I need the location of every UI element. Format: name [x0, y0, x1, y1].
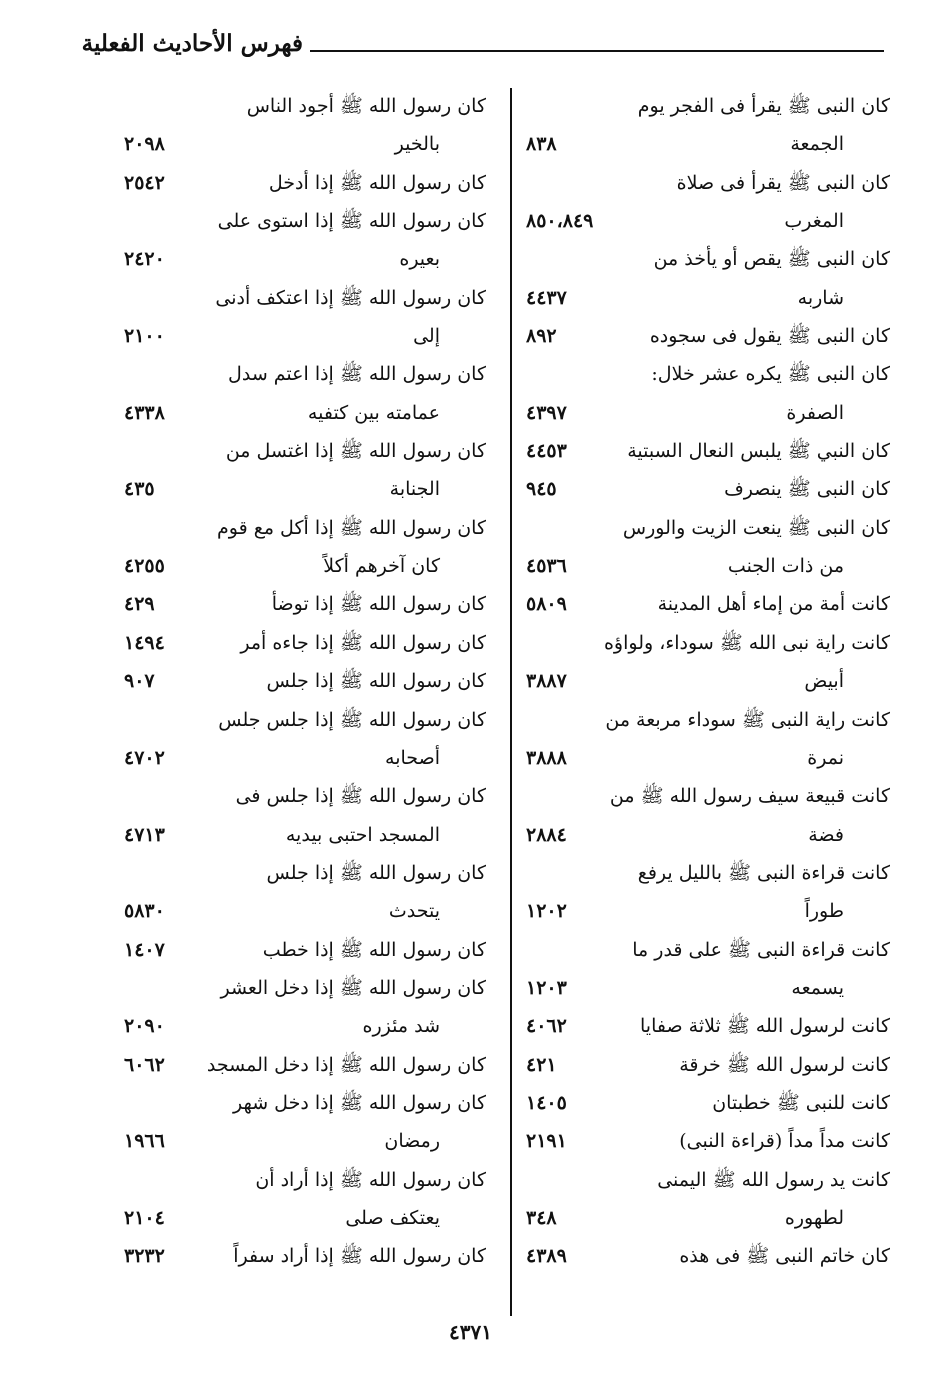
- hadith-number: ٢١٠٤: [124, 1206, 165, 1229]
- entry-text: كان رسول الله ﷺ أجود الناس: [246, 95, 486, 117]
- index-entry-line: [118, 1046, 486, 1084]
- entry-text: أبيض: [804, 670, 844, 693]
- entry-text: كان رسول الله ﷺ إذا جلس فى: [235, 785, 486, 808]
- entry-text: كان رسول الله ﷺ إذا جلس: [266, 670, 486, 693]
- entry-text: كان رسول الله ﷺ إذا دخل العشر: [220, 976, 486, 999]
- index-entry-line: [520, 1084, 890, 1122]
- index-entry-line: [118, 1237, 486, 1275]
- hadith-number: ٤٤٥٣: [526, 440, 567, 463]
- entry-text: كان رسول الله ﷺ إذا توضأ: [271, 593, 486, 616]
- entry-text: يسمعه: [791, 976, 844, 999]
- index-entry-line: [520, 509, 890, 547]
- index-entry-line: [520, 240, 890, 278]
- entry-text: عمامته بين كتفيه: [307, 401, 440, 424]
- hadith-number: ٤٢٥٥: [124, 555, 165, 578]
- entry-text: كان رسول الله ﷺ إذا اعتكف أدنى: [215, 286, 486, 309]
- index-entry-line: [520, 470, 890, 508]
- index-entry-line: [118, 585, 486, 623]
- entry-text: كان رسول الله ﷺ إذا دخل شهر: [232, 1091, 486, 1114]
- index-entry-line: [520, 1161, 890, 1199]
- hadith-number: ٢١٠٠: [124, 325, 165, 348]
- entry-text: كانت مداً مداً (قراءة النبى): [679, 1130, 890, 1153]
- entry-text: كانت راية النبى ﷺ سوداء مربعة من: [605, 708, 890, 731]
- index-entry-line: [520, 355, 890, 393]
- hadith-number: ١٤٠٥: [526, 1091, 567, 1114]
- entry-text: فضة: [808, 823, 844, 846]
- index-entry-line: [520, 125, 890, 163]
- hadith-number: ٤٣٨٩: [526, 1245, 567, 1268]
- index-entry-line: [520, 624, 890, 662]
- entry-text: الجمعة: [790, 133, 844, 156]
- index-entry-line: [118, 317, 486, 355]
- hadith-number: ٤٧٠٢: [124, 746, 165, 769]
- page-number: ٤٣٧١: [449, 1320, 492, 1344]
- entry-text: كانت قراءة النبى ﷺ على قدر ما: [632, 938, 890, 961]
- index-entry-line: [520, 969, 890, 1007]
- index-entry-line: [520, 1237, 890, 1275]
- index-entry-line: [520, 892, 890, 930]
- index-entry-line: [118, 1007, 486, 1045]
- hadith-number: ٤٣٥: [124, 478, 155, 501]
- hadith-number: ٨٥٠،٨٤٩: [526, 210, 594, 233]
- index-entry-line: [118, 892, 486, 930]
- right-column: [520, 87, 890, 1276]
- hadith-number: ٢٤٢٠: [124, 248, 165, 271]
- index-entry-line: [118, 816, 486, 854]
- entry-text: كان رسول الله ﷺ إذا اعتم سدل: [228, 363, 486, 386]
- entry-text: كان رسول الله ﷺ إذا دخل المسجد: [206, 1053, 486, 1076]
- index-entry-line: [118, 87, 486, 125]
- index-entry-line: [520, 1122, 890, 1160]
- index-entry-line: [520, 317, 890, 355]
- entry-text: من ذات الجنب: [727, 555, 844, 578]
- index-entry-line: [118, 624, 486, 662]
- entry-text: بعيره: [399, 248, 440, 271]
- index-entry-line: [520, 547, 890, 585]
- index-entry-line: [118, 662, 486, 700]
- hadith-number: ٤٧١٣: [124, 823, 165, 846]
- entry-text: كانت قراءة النبى ﷺ بالليل يرفع: [637, 861, 890, 884]
- index-entry-line: [118, 394, 486, 432]
- hadith-number: ٤٢٩: [124, 593, 155, 616]
- index-entry-line: [118, 1122, 486, 1160]
- index-entry-line: [118, 1084, 486, 1122]
- hadith-number: ٣٨٨٧: [526, 670, 567, 693]
- index-entry-line: [520, 202, 890, 240]
- index-entry-line: [118, 1161, 486, 1199]
- index-entry-line: [118, 547, 486, 585]
- entry-text: الصفرة: [786, 401, 844, 424]
- left-column: [118, 87, 486, 1276]
- index-entry-line: [118, 969, 486, 1007]
- entry-text: كان النبى ﷺ يكره عشر خلال:: [651, 363, 890, 386]
- entry-text: كان رسول الله ﷺ إذا أكل مع قوم: [217, 516, 486, 539]
- index-entry-line: [520, 164, 890, 202]
- hadith-number: ٥٨٣٠: [124, 900, 165, 923]
- index-entry-line: [118, 202, 486, 240]
- entry-text: كان النبى ﷺ يقرأ فى صلاة: [676, 171, 890, 194]
- hadith-number: ٤٥٣٦: [526, 555, 567, 578]
- index-entry-line: [520, 931, 890, 969]
- index-entry-line: [520, 1046, 890, 1084]
- hadith-number: ٢٠٩٨: [124, 133, 165, 156]
- page-title: فهرس الأحاديث الفعلية: [81, 30, 303, 57]
- entry-text: يعتكف صلى: [345, 1206, 440, 1229]
- index-entry-line: [118, 470, 486, 508]
- entry-text: أصحابه: [385, 746, 440, 769]
- index-entry-line: [520, 739, 890, 777]
- entry-text: نمرة: [807, 746, 844, 769]
- entry-text: كانت يد رسول الله ﷺ اليمنى: [657, 1168, 890, 1191]
- index-entry-line: [520, 432, 890, 470]
- hadith-number: ٤٣٣٨: [124, 401, 165, 424]
- index-entry-line: [520, 662, 890, 700]
- entry-text: كان النبي ﷺ يلبس النعال السبتية: [627, 440, 890, 463]
- index-entry-line: [520, 394, 890, 432]
- index-entry-line: [118, 240, 486, 278]
- hadith-number: ٣٤٨: [526, 1206, 557, 1229]
- index-entry-line: [118, 279, 486, 317]
- index-entry-line: [118, 432, 486, 470]
- index-entry-line: [118, 777, 486, 815]
- entry-text: كان رسول الله ﷺ إذا جلس: [266, 861, 486, 884]
- index-entry-line: [520, 1199, 890, 1237]
- index-entry-line: [118, 701, 486, 739]
- index-entry-line: [118, 739, 486, 777]
- index-entry-line: [118, 931, 486, 969]
- index-entry-line: [520, 854, 890, 892]
- hadith-number: ٣٨٨٨: [526, 746, 567, 769]
- index-entry-line: [118, 854, 486, 892]
- entry-text: كان النبى ﷺ ينصرف: [724, 478, 890, 501]
- entry-text: كان خاتم النبى ﷺ فى هذه: [679, 1245, 890, 1268]
- entry-text: كانت أمة من إماء أهل المدينة: [657, 593, 890, 616]
- index-entry-line: [118, 164, 486, 202]
- index-entry-line: [118, 355, 486, 393]
- entry-text: المسجد احتبى بيديه: [285, 823, 440, 846]
- index-entry-line: [520, 816, 890, 854]
- index-entry-line: [118, 1199, 486, 1237]
- hadith-number: ٨٩٢: [526, 325, 557, 348]
- hadith-number: ٥٨٠٩: [526, 593, 567, 616]
- hadith-number: ٢٥٤٢: [124, 171, 165, 194]
- hadith-number: ١٤٩٤: [124, 631, 165, 654]
- hadith-number: ٢٨٨٤: [526, 823, 567, 846]
- entry-text: شاربه: [797, 286, 844, 309]
- index-entry-line: [520, 1007, 890, 1045]
- entry-text: كانت للنبى ﷺ خطبتان: [712, 1091, 890, 1114]
- header-rule: [310, 50, 884, 52]
- index-entry-line: [118, 125, 486, 163]
- entry-text: كان رسول الله ﷺ إذا جاءه أمر: [240, 631, 486, 654]
- hadith-number: ٤٣٩٧: [526, 401, 567, 424]
- hadith-number: ٤٢١: [526, 1053, 557, 1076]
- hadith-number: ٩٠٧: [124, 670, 155, 693]
- entry-text: شد مئزره: [362, 1015, 440, 1038]
- entry-text: لطهوره: [784, 1206, 844, 1229]
- entry-text: كان النبى ﷺ يقص أو يأخذ من: [653, 248, 890, 271]
- hadith-number: ١٢٠٣: [526, 976, 567, 999]
- column-divider: [510, 88, 512, 1316]
- index-entry-line: [520, 701, 890, 739]
- index-entry-line: [520, 777, 890, 815]
- hadith-number: ١٤٠٧: [124, 938, 165, 961]
- hadith-number: ٦٠٦٢: [124, 1053, 165, 1076]
- entry-text: كانت قبيعة سيف رسول الله ﷺ من: [609, 785, 890, 808]
- entry-text: رمضان: [384, 1130, 440, 1153]
- hadith-number: ٨٣٨: [526, 133, 557, 156]
- entry-text: بالخير: [394, 133, 440, 156]
- entry-text: كان النبى ﷺ يقول فى سجوده: [649, 325, 890, 348]
- entry-text: كان رسول الله ﷺ إذا جلس جلس: [218, 708, 486, 731]
- entry-text: كانت لرسول الله ﷺ ثلاثة صفايا: [640, 1015, 890, 1038]
- entry-text: الجنابة: [389, 478, 440, 501]
- entry-text: كانت لرسول الله ﷺ خرقة: [679, 1053, 890, 1076]
- hadith-number: ٩٤٥: [526, 478, 557, 501]
- hadith-number: ٤٤٣٧: [526, 286, 567, 309]
- entry-text: كان آخرهم أكلاً: [323, 555, 440, 578]
- index-entry-line: [118, 509, 486, 547]
- entry-text: كان رسول الله ﷺ إذا أراد أن: [255, 1168, 486, 1191]
- hadith-number: ١٢٠٢: [526, 900, 567, 923]
- entry-text: يتحدث: [388, 900, 440, 923]
- entry-text: إلى: [413, 325, 440, 348]
- entry-text: كانت راية نبى الله ﷺ سوداء، ولواؤه: [603, 631, 890, 654]
- hadith-number: ١٩٦٦: [124, 1130, 165, 1153]
- hadith-number: ٢٠٩٠: [124, 1015, 165, 1038]
- hadith-number: ٣٢٣٢: [124, 1245, 165, 1268]
- entry-text: كان رسول الله ﷺ إذا اغتسل من: [225, 440, 486, 463]
- index-entry-line: [520, 279, 890, 317]
- entry-text: كان رسول الله ﷺ إذا خطب: [262, 938, 486, 961]
- entry-text: كان النبى ﷺ يقرأ فى الفجر يوم: [637, 95, 890, 117]
- entry-text: المغرب: [784, 210, 844, 233]
- hadith-number: ٤٠٦٢: [526, 1015, 567, 1038]
- entry-text: كان رسول الله ﷺ إذا أدخل: [268, 171, 486, 194]
- index-entry-line: [520, 87, 890, 125]
- entry-text: كان النبى ﷺ ينعت الزيت والورس: [622, 516, 890, 539]
- entry-text: كان رسول الله ﷺ إذا أراد سفراً: [233, 1245, 486, 1268]
- entry-text: كان رسول الله ﷺ إذا استوى على: [217, 210, 486, 233]
- hadith-number: ٢١٩١: [526, 1130, 567, 1153]
- entry-text: طوراً: [804, 900, 844, 923]
- index-entry-line: [520, 585, 890, 623]
